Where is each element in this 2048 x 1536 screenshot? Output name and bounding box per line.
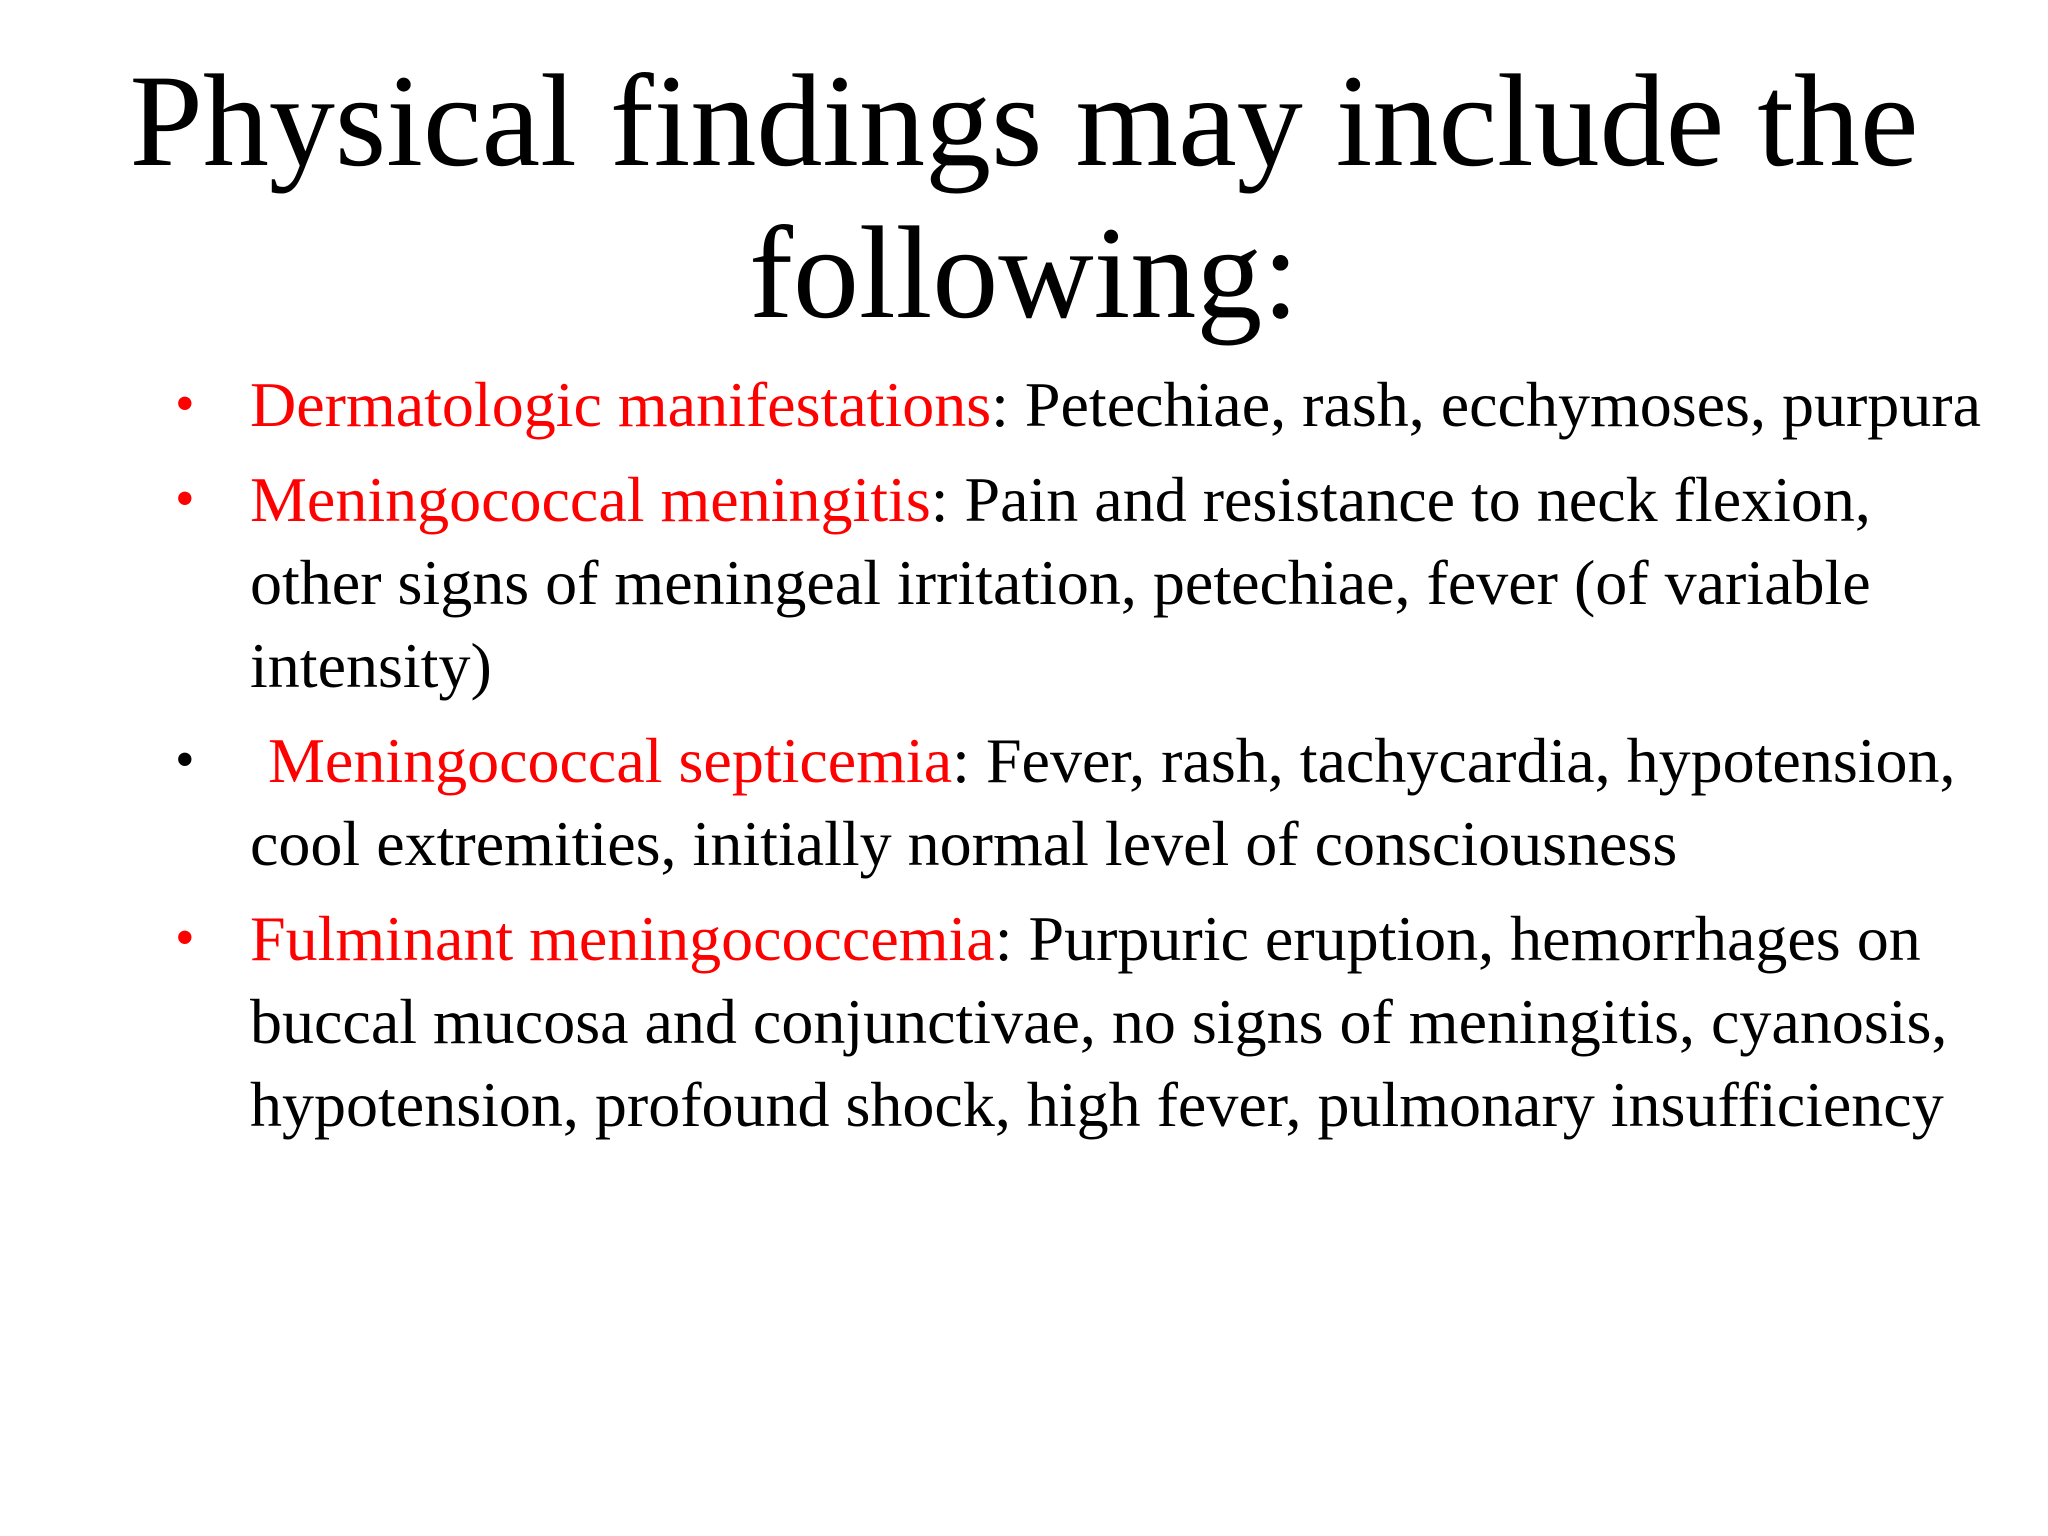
findings-list [0,363,2048,1158]
bullet-icon: • [175,373,195,435]
term-fulminant: Fulminant meningococcemia [250,903,995,974]
list-item-septicemia [0,719,2048,885]
description-fulminant: Purpuric eruption, hemorrhages on buccal mucosa and conjunctivae, no signs of meningitis, cyanosis, hypotension, profound shock, high fever, pulmonary insufficiency [250,903,1948,1140]
slide-title: Physical findings may include the following: [129,47,1919,346]
description-meningitis: Pain and resistance to neck flexion, other signs of meningeal irritation, petechiae, fever (of variable intensity) [250,464,1871,701]
bullet-icon: • [175,468,195,530]
term-dermatologic: Dermatologic manifestations [250,369,992,440]
term-septicemia: Meningococcal septicemia [268,725,953,796]
description-dermatologic: Petechiae, rash, ecchymoses, purpura [1008,369,1981,440]
description-septicemia: Fever, rash, tachycardia, hypotension, cool extremities, initially normal level of consciousness [250,725,1956,879]
term-meningitis: Meningococcal meningitis [250,464,931,535]
list-item-dermatologic [0,363,2048,446]
bullet-icon: • [175,729,195,791]
list-item-fulminant [0,897,2048,1146]
separator: : [991,369,1009,440]
separator: : [952,725,970,796]
bullet-icon: • [175,907,195,969]
list-item-meningitis [0,458,2048,707]
separator: : [994,903,1013,974]
separator: : [930,464,949,535]
